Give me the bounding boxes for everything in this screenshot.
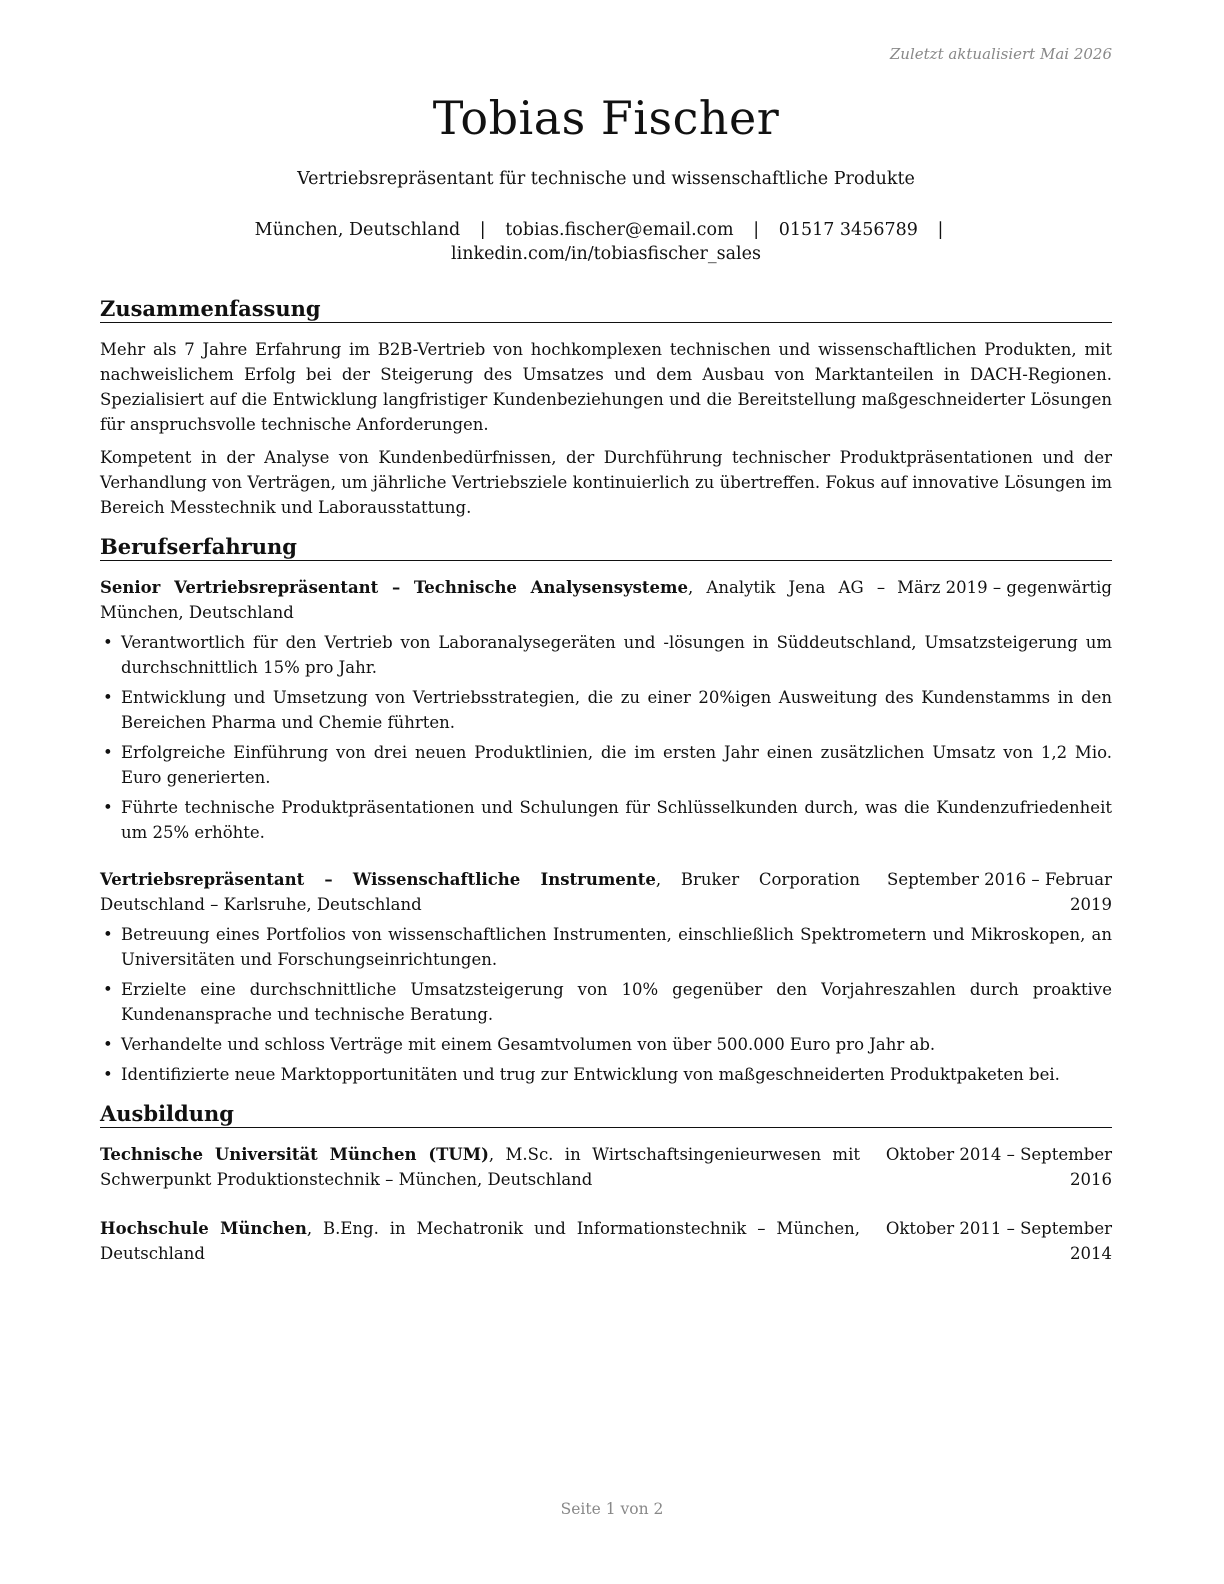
bullet-text: Identifizierte neue Marktopportunitäten und trug zur Entwicklung von maßgeschneiderten Produktpaketen bei. [121, 1065, 1060, 1084]
list-item [100, 685, 1112, 735]
job-org: , Analytik Jena AG – München, Deutschland [100, 578, 886, 622]
bullet-text: Führte technische Produktpräsentationen und Schulungen für Schlüsselkunden durch, was die Kundenzufriedenheit um 25% erhöhte. [121, 798, 1112, 842]
list-item [100, 795, 1112, 845]
job-dates: September 2016 – Februar 2019 [887, 870, 1112, 914]
bullet-dot: • [103, 688, 113, 707]
contact-linkedin[interactable]: linkedin.com/in/tobiasfischer_sales [451, 244, 761, 264]
contact-separator: | [937, 220, 944, 240]
bullet-dot: • [103, 925, 113, 944]
list-item [100, 630, 1112, 680]
job-header [100, 575, 1112, 625]
summary-paragraph: Kompetent in der Analyse von Kundenbedürfnissen, der Durchführung technischer Produktpräsentationen und der Verhandlung von Verträgen, um jährliche Vertriebsziele kontinuierlich zu übertreffen. Fokus auf innovative Lösungen im Bereich Messtechnik und Laborausstattung. [100, 448, 1112, 517]
list-item [100, 740, 1112, 790]
bullet-text: Entwicklung und Umsetzung von Vertriebsstrategien, die zu einer 20%igen Ausweitung des Kundenstamms in den Bereichen Pharma und Chemie führten. [121, 688, 1112, 732]
education-detail: , M.Sc. in Wirtschaftsingenieurwesen mit Schwerpunkt Produktionstechnik – München, Deutschland [100, 1145, 860, 1189]
bullet-dot: • [103, 633, 113, 652]
candidate-name: Tobias Fischer [432, 91, 780, 145]
contact-phone[interactable]: 01517 3456789 [778, 220, 918, 240]
contact-line [100, 218, 1112, 266]
job-bullets [100, 922, 1112, 1087]
job-role: Vertriebsrepräsentant – Wissenschaftliche Instrumente [100, 870, 656, 889]
list-item [100, 922, 1112, 972]
summary-heading: Zusammenfassung [100, 296, 1112, 323]
contact-separator: | [479, 220, 486, 240]
last-updated: Zuletzt aktualisiert Mai 2026 [889, 45, 1112, 63]
bullet-dot: • [103, 1065, 113, 1084]
job-header [100, 867, 1112, 917]
education-school: Technische Universität München (TUM) [100, 1145, 489, 1164]
job-entry [100, 575, 1112, 845]
summary-section [100, 296, 1112, 520]
bullet-dot: • [103, 1035, 113, 1054]
education-entry [100, 1216, 1112, 1266]
bullet-dot: • [103, 798, 113, 817]
contact-email[interactable]: tobias.fischer@email.com [505, 220, 734, 240]
bullet-text: Erzielte eine durchschnittliche Umsatzsteigerung von 10% gegenüber den Vorjahreszahlen durch proaktive Kundenansprache und technische Beratung. [121, 980, 1112, 1024]
experience-section [100, 534, 1112, 1087]
job-dates: März 2019 – gegenwärtig [897, 578, 1112, 597]
bullet-text: Betreuung eines Portfolios von wissenschaftlichen Instrumenten, einschließlich Spektrometern und Mikroskopen, an Universitäten und Forschungseinrichtungen. [121, 925, 1112, 969]
job-role: Senior Vertriebsrepräsentant – Technische Analysensysteme [100, 578, 688, 597]
bullet-dot: • [103, 980, 113, 999]
education-dates: Oktober 2014 – September 2016 [885, 1145, 1112, 1189]
contact-separator: | [753, 220, 760, 240]
experience-heading: Berufserfahrung [100, 534, 1112, 561]
candidate-title: Vertriebsrepräsentant für technische und wissenschaftliche Produkte [297, 169, 915, 189]
contact-location: München, Deutschland [254, 220, 461, 240]
bullet-text: Verhandelte und schloss Verträge mit einem Gesamtvolumen von über 500.000 Euro pro Jahr ab. [121, 1035, 936, 1054]
education-section [100, 1101, 1112, 1266]
list-item [100, 1062, 1112, 1087]
bullet-text: Verantwortlich für den Vertrieb von Laboranalysegeräten und -lösungen in Süddeutschland, Umsatzsteigerung um durchschnittlich 15% pro Jahr. [121, 633, 1112, 677]
list-item [100, 1032, 1112, 1057]
bullet-text: Erfolgreiche Einführung von drei neuen Produktlinien, die im ersten Jahr einen zusätzlichen Umsatz von 1,2 Mio. Euro generierten. [121, 743, 1112, 787]
page-number: Seite 1 von 2 [560, 1500, 664, 1518]
list-item [100, 977, 1112, 1027]
education-heading: Ausbildung [100, 1101, 1112, 1128]
education-detail: , B.Eng. in Mechatronik und Informationstechnik – München, Deutschland [100, 1219, 860, 1263]
job-org: , Bruker Corporation Deutschland – Karlsruhe, Deutschland [100, 870, 860, 914]
education-dates: Oktober 2011 – September 2014 [885, 1219, 1112, 1263]
education-entry [100, 1142, 1112, 1192]
job-entry [100, 867, 1112, 1087]
job-bullets [100, 630, 1112, 845]
summary-paragraph: Mehr als 7 Jahre Erfahrung im B2B-Vertrieb von hochkomplexen technischen und wissenschaftlichen Produkten, mit nachweislichem Erfolg bei der Steigerung des Umsatzes und dem Ausbau von Marktanteilen in DACH-Regionen. Spezialisiert auf die Entwicklung langfristiger Kundenbeziehungen und die Bereitstellung maßgeschneiderter Lösungen für anspruchsvolle technische Anforderungen. [100, 340, 1112, 434]
education-school: Hochschule München [100, 1219, 307, 1238]
bullet-dot: • [103, 743, 113, 762]
